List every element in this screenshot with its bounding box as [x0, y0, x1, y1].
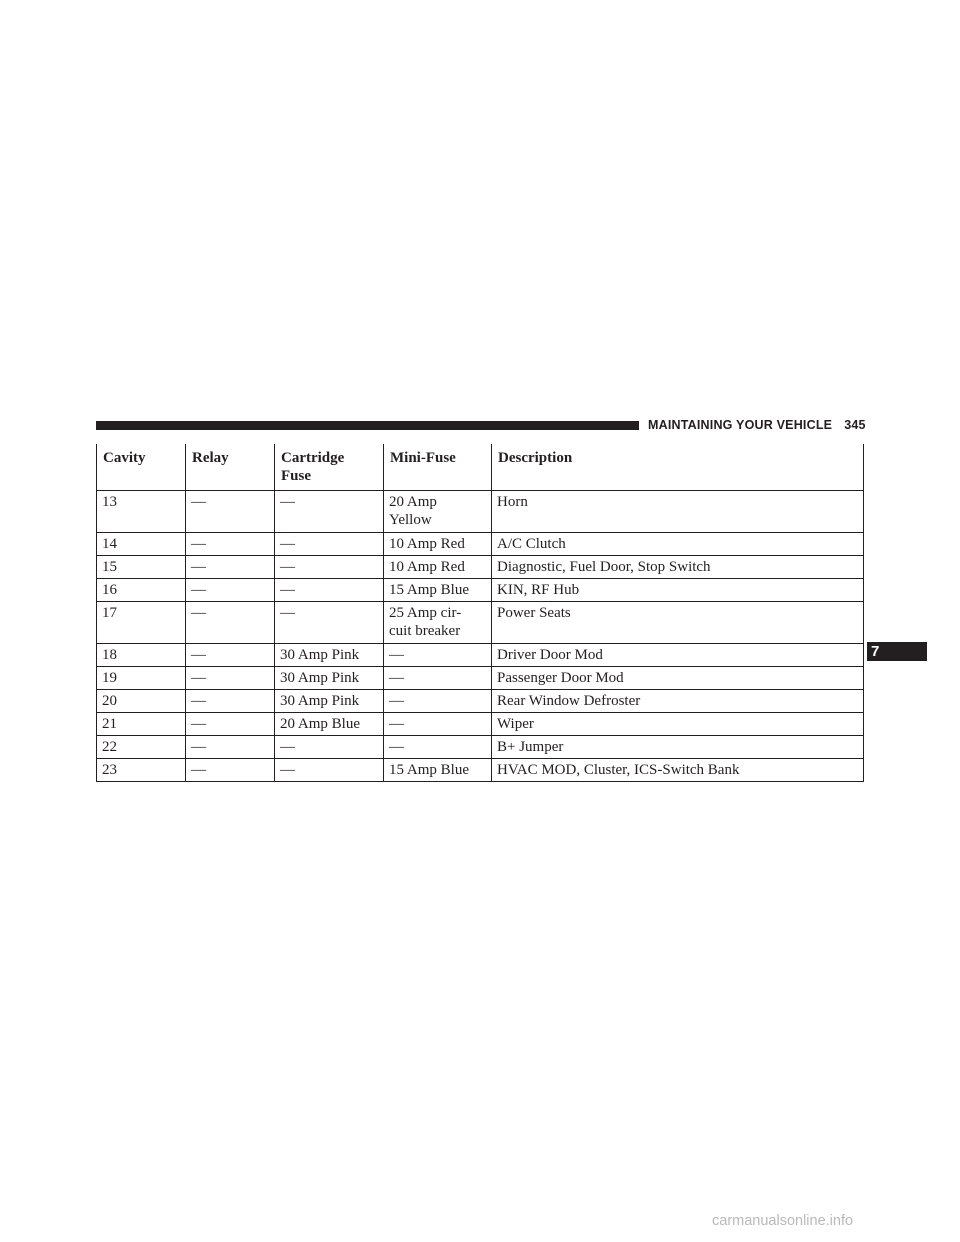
cell-cavity: 20: [97, 690, 186, 713]
cell-mini-fuse: —: [384, 736, 492, 759]
cell-mini-fuse: —: [384, 644, 492, 667]
cell-cartridge-fuse: —: [275, 759, 384, 782]
cell-cartridge-fuse: 30 Amp Pink: [275, 667, 384, 690]
cell-description: Wiper: [492, 713, 864, 736]
cell-description: Diagnostic, Fuel Door, Stop Switch: [492, 556, 864, 579]
cell-cavity: 21: [97, 713, 186, 736]
cell-mini-fuse: —: [384, 667, 492, 690]
cell-relay: —: [186, 667, 275, 690]
column-header-relay: Relay: [186, 444, 275, 491]
table-row: [97, 736, 864, 759]
table-row: [97, 602, 864, 644]
header-rule: [96, 421, 639, 430]
cell-relay: —: [186, 533, 275, 556]
cell-cartridge-fuse: —: [275, 533, 384, 556]
cell-cavity: 23: [97, 759, 186, 782]
cell-mini-fuse: 20 Amp Yellow: [384, 491, 492, 533]
column-header-cartridge-fuse: Cartridge Fuse: [275, 444, 384, 491]
cell-cartridge-fuse: 30 Amp Pink: [275, 690, 384, 713]
cell-relay: —: [186, 736, 275, 759]
cell-mini-fuse: 10 Amp Red: [384, 556, 492, 579]
cell-description: A/C Clutch: [492, 533, 864, 556]
table-row: [97, 579, 864, 602]
table-row: [97, 533, 864, 556]
cell-relay: —: [186, 759, 275, 782]
table-row: [97, 713, 864, 736]
table-row: [97, 556, 864, 579]
cell-cavity: 16: [97, 579, 186, 602]
cell-cartridge-fuse: —: [275, 602, 384, 644]
cell-description: KIN, RF Hub: [492, 579, 864, 602]
cell-cartridge-fuse: —: [275, 736, 384, 759]
cell-cavity: 22: [97, 736, 186, 759]
column-header-mini-fuse: Mini-Fuse: [384, 444, 492, 491]
cell-cavity: 18: [97, 644, 186, 667]
chapter-tab: 7: [867, 642, 927, 661]
cell-mini-fuse: 15 Amp Blue: [384, 759, 492, 782]
page-number: 345: [844, 418, 866, 432]
table-row: [97, 690, 864, 713]
cell-relay: —: [186, 491, 275, 533]
cell-description: Power Seats: [492, 602, 864, 644]
cell-cavity: 14: [97, 533, 186, 556]
table-header-row: [97, 444, 864, 491]
table-row: [97, 644, 864, 667]
table-row: [97, 491, 864, 533]
running-header: [648, 418, 866, 433]
cell-relay: —: [186, 713, 275, 736]
cell-description: B+ Jumper: [492, 736, 864, 759]
column-header-cavity: Cavity: [97, 444, 186, 491]
cell-description: Passenger Door Mod: [492, 667, 864, 690]
cell-cartridge-fuse: —: [275, 556, 384, 579]
cell-cartridge-fuse: 20 Amp Blue: [275, 713, 384, 736]
cell-description: Driver Door Mod: [492, 644, 864, 667]
column-header-description: Description: [492, 444, 864, 491]
cell-mini-fuse: —: [384, 713, 492, 736]
cell-mini-fuse: —: [384, 690, 492, 713]
cell-mini-fuse: 10 Amp Red: [384, 533, 492, 556]
cell-cavity: 17: [97, 602, 186, 644]
cell-cavity: 19: [97, 667, 186, 690]
cell-cartridge-fuse: —: [275, 579, 384, 602]
section-title: MAINTAINING YOUR VEHICLE: [648, 418, 833, 432]
cell-cartridge-fuse: —: [275, 491, 384, 533]
cell-relay: —: [186, 690, 275, 713]
cell-mini-fuse: 15 Amp Blue: [384, 579, 492, 602]
watermark-text: carmanualsonline.info: [712, 1213, 854, 1229]
cell-description: Rear Window Defroster: [492, 690, 864, 713]
cell-cartridge-fuse: 30 Amp Pink: [275, 644, 384, 667]
cell-relay: —: [186, 579, 275, 602]
cell-cavity: 13: [97, 491, 186, 533]
cell-mini-fuse: 25 Amp cir- cuit breaker: [384, 602, 492, 644]
cell-relay: —: [186, 602, 275, 644]
fuse-table: [96, 444, 864, 782]
cell-relay: —: [186, 644, 275, 667]
cell-description: HVAC MOD, Cluster, ICS-Switch Bank: [492, 759, 864, 782]
cell-cavity: 15: [97, 556, 186, 579]
cell-description: Horn: [492, 491, 864, 533]
cell-relay: —: [186, 556, 275, 579]
table-row: [97, 667, 864, 690]
table-row: [97, 759, 864, 782]
